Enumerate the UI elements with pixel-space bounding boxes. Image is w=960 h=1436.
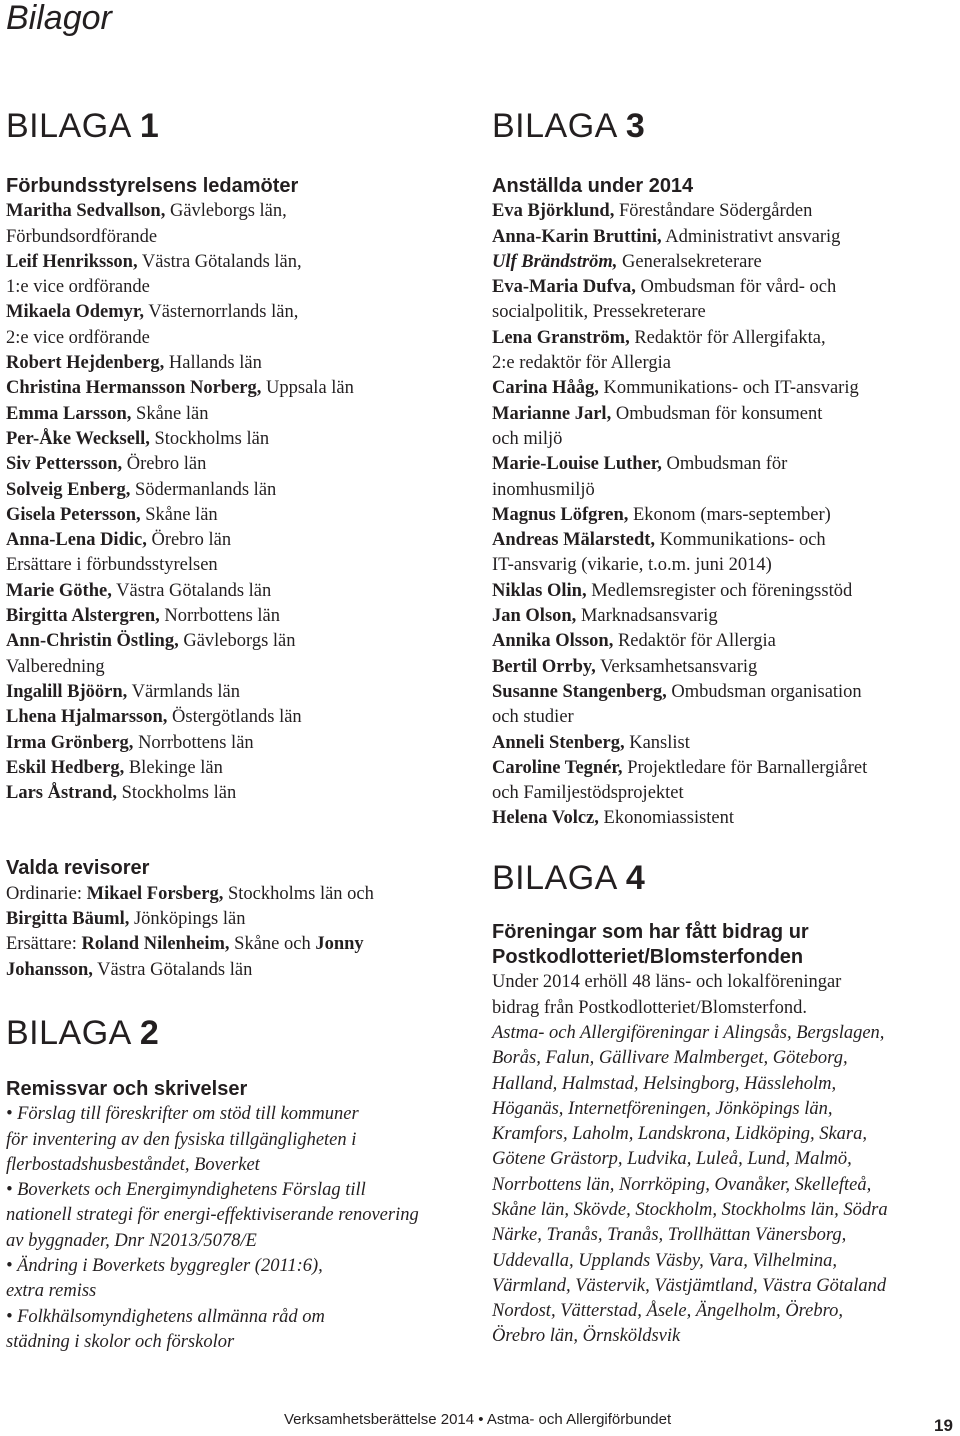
list-item (492, 427, 954, 452)
revisorer-text-segment: Ordinarie: (6, 883, 87, 904)
staff-role: socialpolitik, Pressekreterare (492, 302, 706, 323)
staff-name: Magnus Löfgren, (492, 504, 629, 525)
list-item (492, 199, 954, 224)
member-detail: 1:e vice ordförande (6, 277, 150, 298)
staff-role: Kommunikations- och (655, 530, 826, 551)
staff-role: Medlemsregister och föreningsstöd (586, 580, 853, 601)
revisorer-text (6, 882, 466, 983)
staff-role: Kommunikations- och IT-ansvarig (598, 378, 859, 399)
forening-line: Skåne län, Skövde, Stockholm, Stockholms län, Södra (492, 1199, 888, 1220)
bilaga-number: 2 (139, 1013, 160, 1052)
list-item (492, 452, 954, 477)
list-item (6, 275, 466, 300)
staff-role: Ombudsman för (661, 454, 788, 475)
member-name: Solveig Enberg, (6, 479, 131, 500)
staff-name: Marianne Jarl, (492, 403, 612, 424)
member-name: Lhena Hjalmarsson, (6, 707, 168, 728)
member-detail: Skåne län (140, 504, 218, 525)
bilaga-label: BILAGA (492, 107, 616, 145)
revisorer-title: Valda revisorer (6, 857, 150, 880)
member-detail: Ersättare i förbundsstyrelsen (6, 555, 218, 576)
foreningar-list (492, 1021, 954, 1350)
list-item (6, 250, 466, 275)
member-detail: Södermanlands län (130, 479, 277, 500)
staff-name: Eva-Maria Dufva, (492, 277, 636, 298)
staff-role: Generalsekreterare (617, 251, 762, 272)
staff-role: och miljö (492, 428, 563, 449)
staff-role: inomhusmiljö (492, 479, 595, 500)
staff-role: Ombudsman för konsument (611, 403, 823, 424)
member-name: Ann-Christin Östling, (6, 631, 179, 652)
list-item (492, 579, 954, 604)
list-item (492, 250, 954, 275)
styrelsen-title: Förbundsstyrelsens ledamöter (6, 175, 299, 197)
staff-name: Caroline Tegnér, (492, 757, 623, 778)
right-column (492, 104, 954, 1350)
staff-name: Niklas Olin, (492, 580, 587, 601)
member-name: Per-Åke Wecksell, (6, 428, 150, 449)
revisorer-text-segment: Västra Götalands län (92, 959, 253, 980)
member-name: Lars Åstrand, (6, 783, 118, 804)
remissvar-line: nationell strategi för energi-effektiviserande renovering (6, 1205, 419, 1226)
forening-line: Norrbottens län, Norrköping, Ovanåker, Skellefteå, (492, 1174, 872, 1195)
member-name: Maritha Sedvallson, (6, 201, 166, 222)
bilaga-1-heading (6, 104, 466, 148)
member-detail: Stockholms län (149, 428, 270, 449)
bidrag-title (492, 920, 954, 971)
styrelsen-list (6, 199, 466, 806)
list-item (6, 199, 466, 224)
list-item (6, 528, 466, 553)
staff-name: Jan Olson, (492, 606, 577, 627)
list-item (6, 452, 466, 477)
list-item (6, 225, 466, 250)
list-item (6, 705, 466, 730)
list-item (492, 225, 954, 250)
staff-role: 2:e redaktör för Allergia (492, 353, 671, 374)
forening-line: Halland, Halmstad, Helsingborg, Hässleholm, (492, 1073, 837, 1094)
staff-name: Andreas Mälarstedt, (492, 530, 656, 551)
page-number: 19 (934, 1416, 953, 1435)
staff-role: Projektledare för Barnallergiåret (622, 757, 868, 778)
bidrag-title-line: Föreningar som har fått bidrag ur (492, 920, 809, 943)
bilaga-number: 1 (139, 107, 160, 145)
staff-role: och Familjestödsprojektet (492, 783, 684, 804)
staff-name: Anna-Karin Bruttini, (492, 226, 662, 247)
member-detail: Västra Götalands län, (137, 251, 302, 272)
list-item (492, 351, 954, 376)
staff-role: Kanslist (624, 732, 690, 753)
staff-name: Helena Volcz, (492, 808, 599, 829)
forening-line: Värmland, Västervik, Västjämtland, Västra Götaland (492, 1275, 887, 1296)
bilaga-label: BILAGA (6, 107, 130, 145)
forening-line: Götene Grästorp, Ludvika, Luleå, Lund, Malmö, (492, 1149, 852, 1170)
anstallda-title: Anställda under 2014 (492, 175, 694, 197)
staff-role: Ekonom (mars-september) (628, 504, 831, 525)
bidrag-title-line: Postkodlotteriet/Blomsterfonden (492, 946, 804, 969)
member-name: Christina Hermansson Norberg, (6, 378, 262, 399)
member-detail: Uppsala län (261, 378, 354, 399)
list-item (6, 731, 466, 756)
remissvar-line: • Folkhälsomyndighetens allmänna råd om (6, 1306, 325, 1327)
list-item (6, 300, 466, 325)
remissvar-line: • Boverkets och Energimyndighetens Förslag till (6, 1180, 366, 1201)
member-detail: Gävleborgs län (178, 631, 296, 652)
bilaga-label: BILAGA (492, 858, 616, 897)
list-item (492, 705, 954, 730)
bilaga-2-heading (6, 1011, 466, 1055)
staff-role: Redaktör för Allergia (613, 631, 776, 652)
remissvar-item (6, 1254, 466, 1305)
staff-name: Susanne Stangenberg, (492, 681, 667, 702)
member-detail: Örebro län (146, 530, 232, 551)
list-item (6, 326, 466, 351)
remissvar-line: för inventering av den fysiska tillgängligheten i (6, 1129, 357, 1150)
member-name: Leif Henriksson, (6, 251, 138, 272)
remissvar-line: av byggnader, Dnr N2013/5078/E (6, 1230, 257, 1251)
list-item (6, 427, 466, 452)
member-name: Irma Grönberg, (6, 732, 134, 753)
member-detail: Blekinge län (124, 757, 223, 778)
remissvar-line: • Ändring i Boverkets byggregler (2011:6), (6, 1255, 323, 1276)
revisor-name: Roland Nilenheim, (81, 934, 230, 955)
remissvar-item (6, 1178, 466, 1254)
list-item (492, 553, 954, 578)
forening-line: Örebro län, Örnsköldsvik (492, 1326, 681, 1347)
list-item (6, 402, 466, 427)
list-item (6, 376, 466, 401)
member-name: Marie Göthe, (6, 580, 112, 601)
forening-line: Uddevalla, Upplands Väsby, Vara, Vilhelmina, (492, 1250, 837, 1271)
member-detail: Östergötlands län (167, 707, 302, 728)
bilaga-4-heading (492, 856, 954, 900)
forening-line: Borås, Falun, Gällivare Malmberget, Göteborg, (492, 1048, 848, 1069)
staff-role: Ombudsman för vård- och (635, 277, 837, 298)
staff-role: Verksamhetsansvarig (595, 656, 758, 677)
forening-line: Nordost, Vätterstad, Åsele, Ängelholm, Örebro, (492, 1301, 843, 1322)
remissvar-line: flerbostadshusbeståndet, Boverket (6, 1154, 260, 1175)
member-name: Anna-Lena Didic, (6, 530, 147, 551)
staff-role: IT-ansvarig (vikarie, t.o.m. juni 2014) (492, 555, 772, 576)
list-item (492, 528, 954, 553)
staff-role: Marknadsansvarig (576, 606, 718, 627)
footer-text: Verksamhetsberättelse 2014 • Astma- och Allergiförbundet (284, 1411, 672, 1428)
revisorer-text-segment: Skåne och (229, 934, 316, 955)
forening-line: Höganäs, Internetföreningen, Jönköpings län, (492, 1098, 833, 1119)
remissvar-line: • Förslag till föreskrifter om stöd till kommuner (6, 1104, 359, 1125)
member-detail: Hallands län (164, 353, 262, 374)
list-item (6, 756, 466, 781)
list-item (492, 756, 954, 781)
staff-name: Lena Granström, (492, 327, 630, 348)
list-item (6, 478, 466, 503)
member-detail: Stockholms län (117, 783, 237, 804)
list-item (492, 326, 954, 351)
revisor-name: Birgitta Bäuml, (6, 909, 130, 930)
revisorer-text-segment: Stockholms län och (223, 883, 374, 904)
revisor-name: Mikael Forsberg, (86, 883, 224, 904)
list-item (492, 376, 954, 401)
revisor-name: Jonny (315, 934, 364, 955)
list-item (6, 351, 466, 376)
list-item (492, 655, 954, 680)
member-name: Birgitta Alstergren, (6, 606, 160, 627)
bilaga-number: 4 (625, 858, 646, 897)
staff-name: Anneli Stenberg, (492, 732, 625, 753)
member-detail: Örebro län (122, 454, 207, 475)
list-item (492, 731, 954, 756)
list-item (492, 503, 954, 528)
list-item (6, 629, 466, 654)
member-detail: Norrbottens län (133, 732, 254, 753)
member-name: Gisela Petersson, (6, 504, 141, 525)
list-item (492, 680, 954, 705)
list-item (6, 655, 466, 680)
left-column (6, 104, 466, 1355)
member-detail: Värmlands län (127, 681, 241, 702)
list-item (492, 478, 954, 503)
member-detail: Västra Götalands län (111, 580, 272, 601)
staff-list (492, 199, 954, 831)
header-band (0, 0, 960, 46)
list-item (492, 275, 954, 300)
remissvar-line: städning i skolor och förskolor (6, 1331, 235, 1352)
staff-name: Marie-Louise Luther, (492, 454, 662, 475)
staff-name: Carina Hååg, (492, 378, 599, 399)
member-name: Robert Hejdenberg, (6, 353, 165, 374)
member-detail: Skåne län (131, 403, 209, 424)
revisorer-text-segment: Ersättare: (6, 934, 82, 955)
staff-name: Eva Björklund, (492, 201, 615, 222)
bilaga-number: 3 (625, 107, 646, 145)
bidrag-intro (492, 970, 954, 1021)
forening-line: Astma- och Allergiföreningar i Alingsås, Bergslagen, (492, 1022, 885, 1043)
list-item (492, 300, 954, 325)
member-detail: Västernorrlands län, (144, 302, 299, 323)
staff-name: Annika Olsson, (492, 631, 614, 652)
forening-line: Kramfors, Laholm, Landskrona, Lidköping, Skara, (492, 1124, 868, 1145)
revisorer-text-segment: Jönköpings län (129, 909, 246, 930)
member-detail: 2:e vice ordförande (6, 327, 150, 348)
page-title: Bilagor (6, 0, 112, 37)
staff-role: Redaktör för Allergifakta, (629, 327, 826, 348)
bidrag-intro-line: Under 2014 erhöll 48 läns- och lokalföreningar (492, 972, 842, 993)
member-detail: Förbundsordförande (6, 226, 158, 247)
staff-role: Administrativt ansvarig (661, 226, 841, 247)
member-detail: Gävleborgs län, (165, 201, 287, 222)
forening-line: Närke, Tranås, Tranås, Trollhättan Vänersborg, (492, 1225, 847, 1246)
member-name: Ingalill Bjöörn, (6, 681, 128, 702)
staff-name: Ulf Brändström, (492, 251, 618, 272)
list-item (492, 806, 954, 831)
member-name: Mikaela Odemyr, (6, 302, 145, 323)
staff-role: Föreståndare Södergården (614, 201, 813, 222)
revisor-name: Johansson, (6, 959, 93, 980)
member-name: Eskil Hedberg, (6, 757, 125, 778)
staff-role: och studier (492, 707, 574, 728)
list-item (6, 604, 466, 629)
list-item (6, 553, 466, 578)
staff-name: Bertil Orrby, (492, 656, 596, 677)
bilaga-3-heading (492, 104, 954, 148)
remissvar-title: Remissvar och skrivelser (6, 1077, 248, 1100)
list-item (6, 680, 466, 705)
remissvar-list (6, 1102, 466, 1355)
member-name: Siv Pettersson, (6, 454, 123, 475)
list-item (492, 402, 954, 427)
member-name: Emma Larsson, (6, 403, 132, 424)
remissvar-item (6, 1305, 466, 1356)
bilaga-label: BILAGA (6, 1013, 130, 1052)
remissvar-item (6, 1102, 466, 1178)
staff-role: Ekonomiassistent (598, 808, 735, 829)
staff-role: Ombudsman organisation (666, 681, 862, 702)
list-item (492, 629, 954, 654)
list-item (6, 579, 466, 604)
remissvar-line: extra remiss (6, 1281, 97, 1302)
list-item (6, 781, 466, 806)
list-item (6, 503, 466, 528)
list-item (492, 781, 954, 806)
member-detail: Valberedning (6, 656, 105, 677)
list-item (492, 604, 954, 629)
bidrag-intro-line: bidrag från Postkodlotteriet/Blomsterfond. (492, 997, 807, 1018)
member-detail: Norrbottens län (159, 606, 281, 627)
